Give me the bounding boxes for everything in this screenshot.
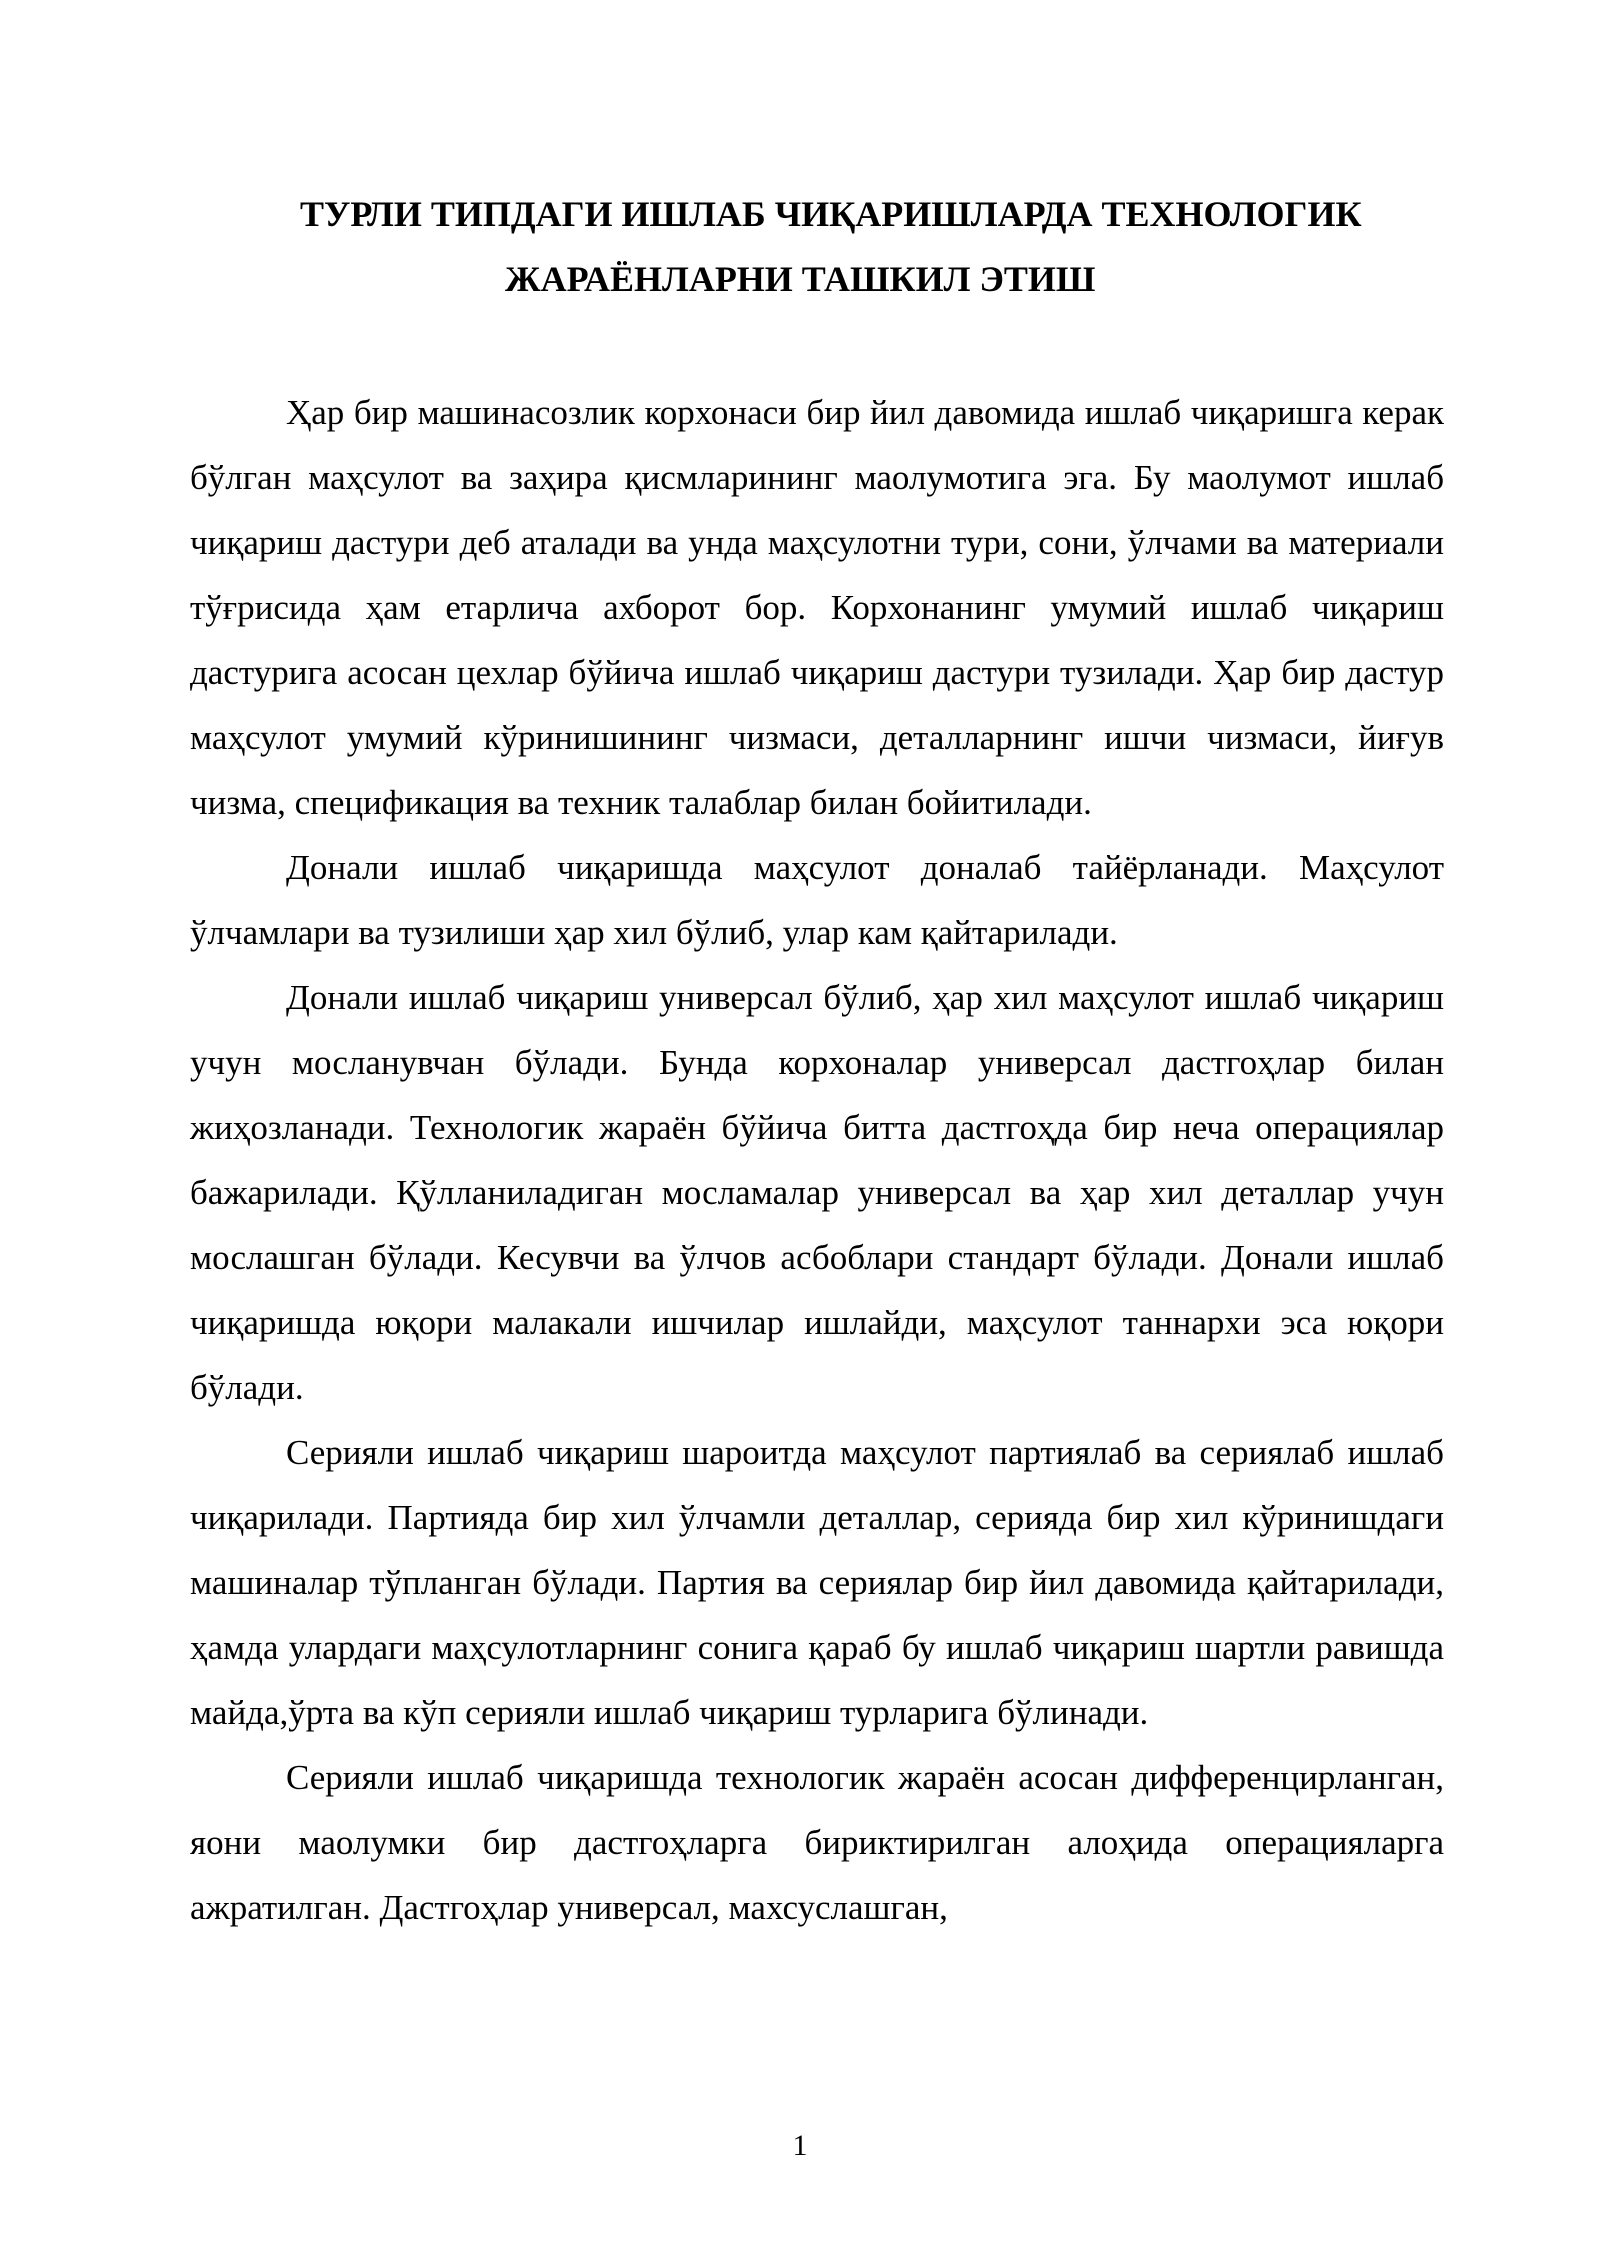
document-body bbox=[190, 380, 1444, 1940]
page-number: 1 bbox=[792, 2129, 808, 2162]
paragraph: Донали ишлаб чиқаришда маҳсулот доналаб тайёрланади. Маҳсулот ўлчамлари ва тузилиши ҳар хил бўлиб, улар кам қайтарилади. bbox=[190, 848, 1444, 952]
document-title-line-2: ЖАРАЁНЛАРНИ ТАШКИЛ ЭТИШ bbox=[505, 259, 1096, 299]
paragraph: Ҳар бир машинасозлик корхонаси бир йил давомида ишлаб чиқаришга керак бўлган маҳсулот ва заҳира қисмларининг маолумотига эга. Бу маолумот ишлаб чиқариш дастури деб аталади ва унда маҳсулотни тури, сони, ўлчами ва материали тўғрисида ҳам етарлича ахборот бор. Корхонанинг умумий ишлаб чиқариш дастурига асосан цехлар бўйича ишлаб чиқариш дастури тузилади. Ҳар бир дастур маҳсулот умумий кўринишининг чизмаси, деталларнинг ишчи чизмаси, йиғув чизма, спецификация ва техник талаблар билан бойитилади. bbox=[190, 393, 1444, 822]
paragraph: Донали ишлаб чиқариш универсал бўлиб, ҳар хил маҳсулот ишлаб чиқариш учун мосланувчан бўлади. Бунда корхоналар универсал дастгоҳлар билан жиҳозланади. Технологик жараён бўйича битта дастгоҳда бир неча операциялар бажарилади. Қўлланиладиган мосламалар универсал ва ҳар хил деталлар учун мослашган бўлади. Кесувчи ва ўлчов асбоблари стандарт бўлади. Донали ишлаб чиқаришда юқори малакали ишчилар ишлайди, маҳсулот таннархи эса юқори бўлади. bbox=[190, 978, 1444, 1407]
document-title-line-1: ТУРЛИ ТИПДАГИ ИШЛАБ ЧИҚАРИШЛАРДА ТЕХНОЛОГИК bbox=[300, 194, 1362, 234]
paragraph: Серияли ишлаб чиқариш шароитда маҳсулот партиялаб ва сериялаб ишлаб чиқарилади. Партияда бир хил ўлчамли деталлар, серияда бир хил кўринишдаги машиналар тўпланган бўлади. Партия ва сериялар бир йил давомида қайтарилади, ҳамда улардаги маҳсулотларнинг сонига қараб бу ишлаб чиқариш шартли равишда майда,ўрта ва кўп серияли ишлаб чиқариш турларига бўлинади. bbox=[190, 1433, 1444, 1732]
paragraph: Серияли ишлаб чиқаришда технологик жараён асосан дифференцирланган, яони маолумки бир дастгоҳларга бириктирилган алоҳида операцияларга ажратилган. Дастгоҳлар универсал, махсуслашган, bbox=[190, 1758, 1444, 1927]
